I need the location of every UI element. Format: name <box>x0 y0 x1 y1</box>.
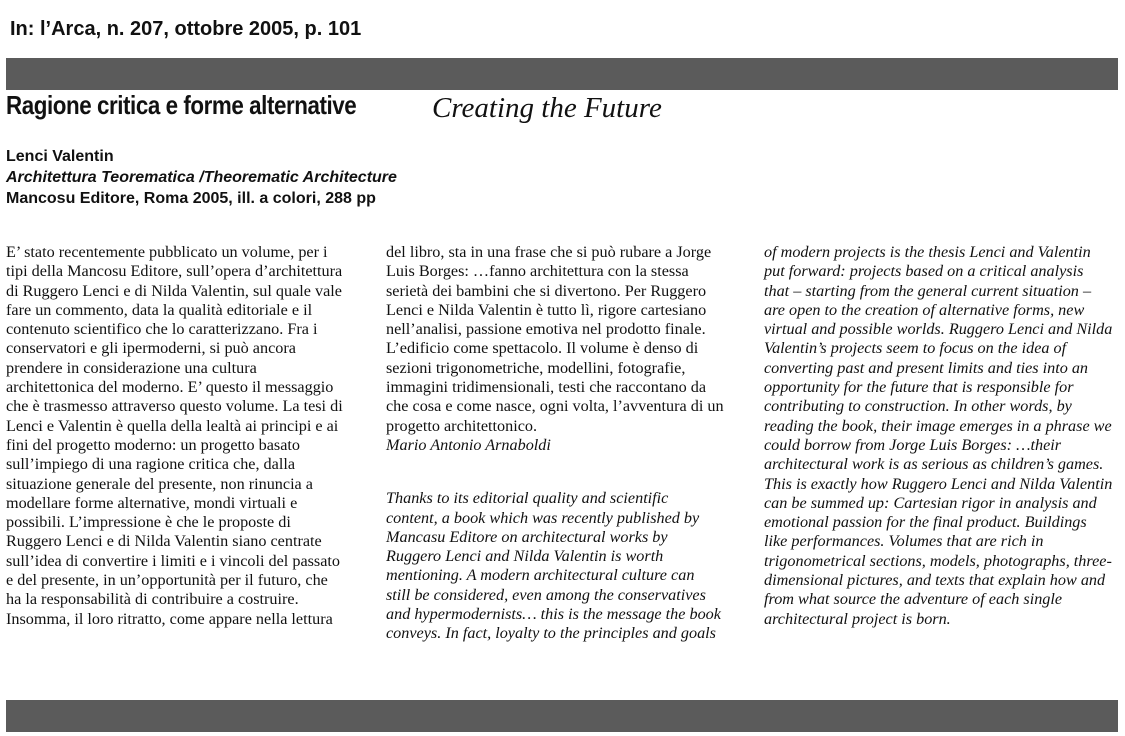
text-line: could borrow from Jorge Luis Borges: …their <box>764 435 1062 454</box>
text-line: dimensional pictures, and texts that explain how and <box>764 571 1106 590</box>
text-line: Insomma, il loro ritratto, come appare nella lettura <box>6 609 333 628</box>
column-2 <box>386 243 724 644</box>
text-line: Ruggero Lenci e di Nilda Valentin siano centrate <box>6 532 322 551</box>
text-line: reading the book, their image emerges in a phrase we <box>764 416 1112 435</box>
text-line: contributing to construction. In other words, by <box>764 397 1072 416</box>
author-signature: Mario Antonio Arnaboldi <box>386 435 551 454</box>
text-line: converting past and present limits and ties into an <box>764 358 1089 377</box>
text-line: tipi della Mancosu Editore, sull’opera d’architettura <box>6 262 343 281</box>
text-line: of modern projects is the thesis Lenci and Valentin <box>764 243 1091 261</box>
text-line: Valentin’s projects seem to focus on the idea of <box>764 339 1067 358</box>
text-line: progetto architettonico. <box>386 416 538 435</box>
text-line: and hypermodernists… this is the message the book <box>386 605 721 624</box>
text-line: fare un commento, data la qualità editoriale e il <box>6 300 313 319</box>
text-line: put forward: projects based on a critical analysis <box>764 262 1084 281</box>
column-1 <box>6 243 343 629</box>
text-line: This is exactly how Ruggero Lenci and Nilda Valentin <box>764 474 1113 493</box>
text-line: modellare forme alternative, mondi virtuali e <box>6 493 298 512</box>
text-line: can be summed up: Cartesian rigor in analysis and <box>764 493 1097 512</box>
text-line: possibili. L’impressione è che le proposte di <box>6 513 291 532</box>
text-line: emotional passion for the final product. Buildings <box>764 513 1087 532</box>
text-line: che è trasmesso attraverso questo volume. La tesi di <box>6 397 343 416</box>
text-line: sull’impiego di una ragione critica che, dalla <box>6 455 296 474</box>
top-divider-bar <box>6 58 1118 90</box>
text-line: e del presente, in un’opportunità per il futuro, che <box>6 571 328 590</box>
text-line: che cosa e come nasce, ogni volta, l’avventura di un <box>386 397 724 416</box>
column-3 <box>764 243 1112 629</box>
book-title: Architettura Teorematica /Theorematic Architecture <box>6 169 397 186</box>
text-line: trigonometrical sections, models, photographs, three- <box>764 551 1112 570</box>
publisher-info: Mancosu Editore, Roma 2005, ill. a colori, 288 pp <box>6 190 376 207</box>
paragraph-gap <box>386 455 724 489</box>
text-line: sull’idea di convertire i limiti e i vincoli del passato <box>6 551 341 570</box>
text-line: prendere in considerazione una cultura <box>6 358 257 377</box>
title-english: Creating the Future <box>432 92 662 124</box>
text-line: architectural work is as serious as children’s games. <box>764 455 1104 474</box>
text-line: from what source the adventure of each single <box>764 590 1063 609</box>
text-line: that – starting from the general current situation – <box>764 281 1092 300</box>
text-line: Thanks to its editorial quality and scientific <box>386 489 669 508</box>
authors: Lenci Valentin <box>6 148 114 165</box>
text-line: fini del progetto moderno: un progetto basato <box>6 435 301 454</box>
text-line: architectural project is born. <box>764 609 951 628</box>
text-line: di Ruggero Lenci e di Nilda Valentin, sul quale vale <box>6 281 342 300</box>
text-line: opportunity for the future that is responsible for <box>764 378 1074 397</box>
text-line: immagini tridimensionali, testi che raccontano da <box>386 378 707 397</box>
text-line: conveys. In fact, loyalty to the principles and goals <box>386 624 716 643</box>
text-line: conservatori e gli ipermoderni, si può ancora <box>6 339 296 358</box>
text-line: like performances. Volumes that are rich in <box>764 532 1044 551</box>
text-line: sezioni trigonometriche, modellini, fotografie, <box>386 358 686 377</box>
text-line: serietà dei bambini che si divertono. Per Ruggero <box>386 281 707 300</box>
text-line: Ruggero Lenci and Nilda Valentin is worth <box>386 547 664 566</box>
text-line: ha la responsabilità di contribuire a costruire. <box>6 590 299 609</box>
text-line: virtual and possible worlds. Ruggero Lenci and Nilda <box>764 320 1113 339</box>
text-line: E’ stato recentemente pubblicato un volume, per i <box>6 243 328 261</box>
text-line: Mancasu Editore on architectural works by <box>386 527 668 546</box>
text-line: nell’analisi, passione emotiva nel prodotto finale. <box>386 320 706 339</box>
bibliography-block <box>6 146 397 209</box>
text-line: mentioning. A modern architectural culture can <box>386 566 695 585</box>
text-line: are open to the creation of alternative forms, new <box>764 300 1085 319</box>
text-line: architettonica del moderno. E’ questo il messaggio <box>6 378 334 397</box>
text-line: situazione generale del presente, non rinuncia a <box>6 474 313 493</box>
text-line: Lenci e Nilda Valentin è tutto lì, rigore cartesiano <box>386 300 707 319</box>
text-line: content, a book which was recently published by <box>386 508 700 527</box>
citation-header: In: l’Arca, n. 207, ottobre 2005, p. 101 <box>10 18 362 40</box>
text-line: still be considered, even among the conservatives <box>386 585 706 604</box>
title-italian: Ragione critica e forme alternative <box>6 90 357 120</box>
text-line: L’edificio come spettacolo. Il volume è denso di <box>386 339 699 358</box>
bottom-divider-bar <box>6 700 1118 732</box>
text-line: Luis Borges: …fanno architettura con la stessa <box>386 262 689 281</box>
text-line: del libro, sta in una frase che si può rubare a Jorge <box>386 243 712 261</box>
text-line: contenuto scientifico che lo caratterizzano. Fra i <box>6 320 318 339</box>
article-title <box>6 90 662 124</box>
text-line: Lenci e Valentin è quella della lealtà ai principi e ai <box>6 416 339 435</box>
